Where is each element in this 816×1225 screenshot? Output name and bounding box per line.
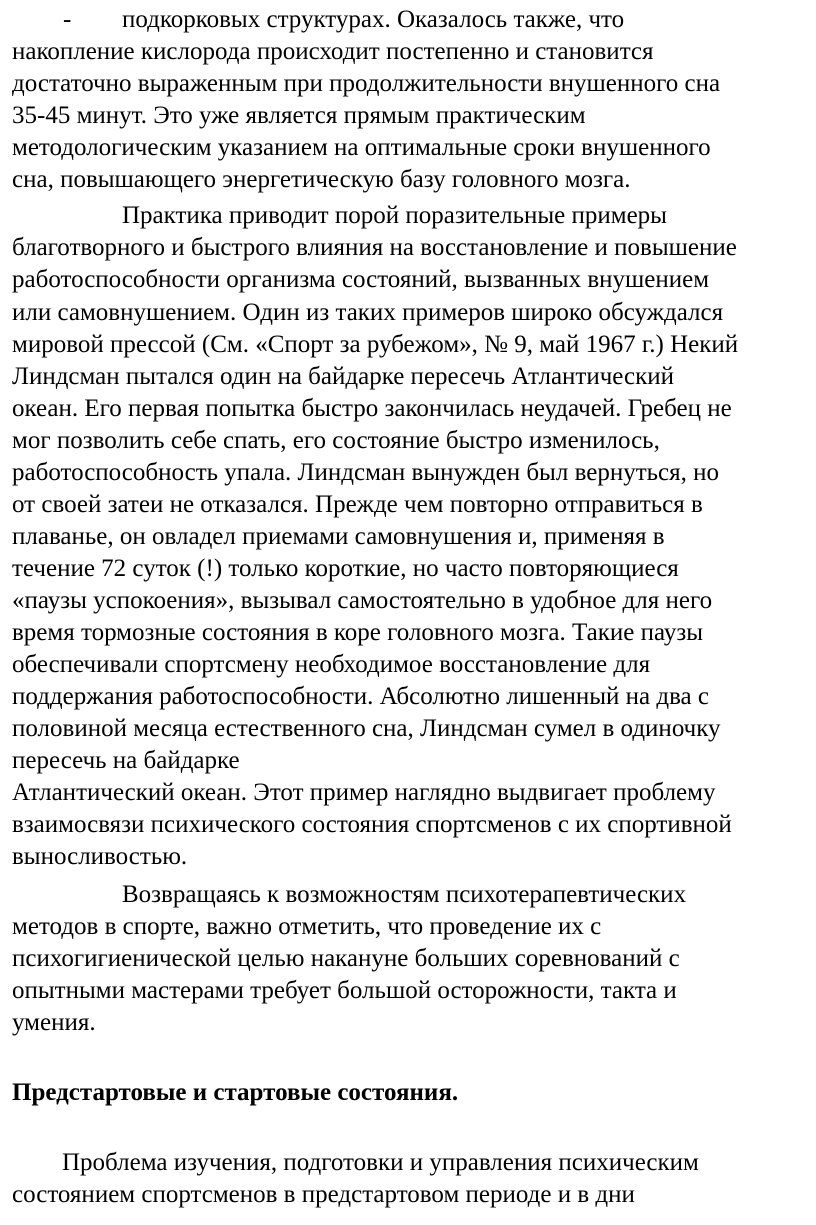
- text-line: поддержания работоспособности. Абсолютно лишенный на два с: [12, 683, 709, 710]
- text-line: методов в спорте, важно отметить, что проведение их с: [12, 913, 602, 940]
- text-line: «паузы успокоения», вызывал самостоятельно в удобное для него: [12, 587, 713, 614]
- text-line: плаванье, он овладел приемами самовнушения и, применяя в: [12, 523, 665, 550]
- text-line: взаимосвязи психического состояния спортсменов с их спортивной: [12, 811, 732, 838]
- text-line: достаточно выраженным при продолжительности внушенного сна: [12, 70, 721, 97]
- text-line: течение 72 суток (!) только короткие, но часто повторяющиеся: [12, 555, 679, 582]
- section-heading: Предстартовые и стартовые состояния.: [12, 1079, 459, 1106]
- text-line: благотворного и быстрого влияния на восстановление и повышение: [12, 234, 737, 261]
- text-line: половиной месяца естественного сна, Линдсман сумел в одиночку: [12, 715, 721, 742]
- text-line: методологическим указанием на оптимальные сроки внушенного: [12, 134, 711, 161]
- text-line: подкорковых структурах. Оказалось также, что: [122, 6, 625, 33]
- paragraph-first-line: Возвращаясь к возможностям психотерапевтических: [122, 881, 687, 908]
- text-line: пересечь на байдарке: [12, 747, 240, 774]
- text-line: время тормозные состояния в коре головного мозга. Такие паузы: [12, 619, 704, 646]
- text-line: сна, повышающего энергетическую базу головного мозга.: [12, 166, 631, 193]
- text-line: психогигиенической целью накануне больших соревнований с: [12, 945, 680, 972]
- text-line: мировой прессой (См. «Спорт за рубежом», № 9, май 1967 г.) Некий: [12, 331, 739, 358]
- text-line: умения.: [12, 1009, 96, 1036]
- text-line: работоспособность упала. Линдсман вынужден был вернуться, но: [12, 459, 720, 486]
- text-line: обеспечивали спортсмену необходимое восстановление для: [12, 651, 651, 678]
- text-line: накопление кислорода происходит постепенно и становится: [12, 38, 654, 65]
- text-line: опытными мастерами требует большой осторожности, такта и: [12, 977, 677, 1004]
- text-line: от своей затеи не отказался. Прежде чем повторно отправиться в: [12, 491, 703, 518]
- paragraph-first-line: Практика приводит порой поразительные примеры: [122, 202, 667, 229]
- text-line: мог позволить себе спать, его состояние быстро изменилось,: [12, 427, 660, 454]
- text-line: Линдсман пытался один на байдарке пересечь Атлантический: [12, 363, 675, 390]
- text-line: 35-45 минут. Это уже является прямым практическим: [12, 102, 586, 129]
- text-line: состоянием спортсменов в предстартовом периоде и в дни: [12, 1181, 635, 1208]
- paragraph-first-line: Проблема изучения, подготовки и управления психическим: [62, 1149, 699, 1176]
- list-dash: -: [63, 6, 72, 33]
- text-line: океан. Его первая попытка быстро закончилась неудачей. Гребец не: [12, 395, 732, 422]
- text-line: выносливостью.: [12, 843, 188, 870]
- text-line: Атлантический океан. Этот пример наглядно выдвигает проблему: [12, 779, 716, 806]
- text-line: работоспособности организма состояний, вызванных внушением: [12, 266, 710, 293]
- text-line: или самовнушением. Один из таких примеров широко обсуждался: [12, 299, 724, 326]
